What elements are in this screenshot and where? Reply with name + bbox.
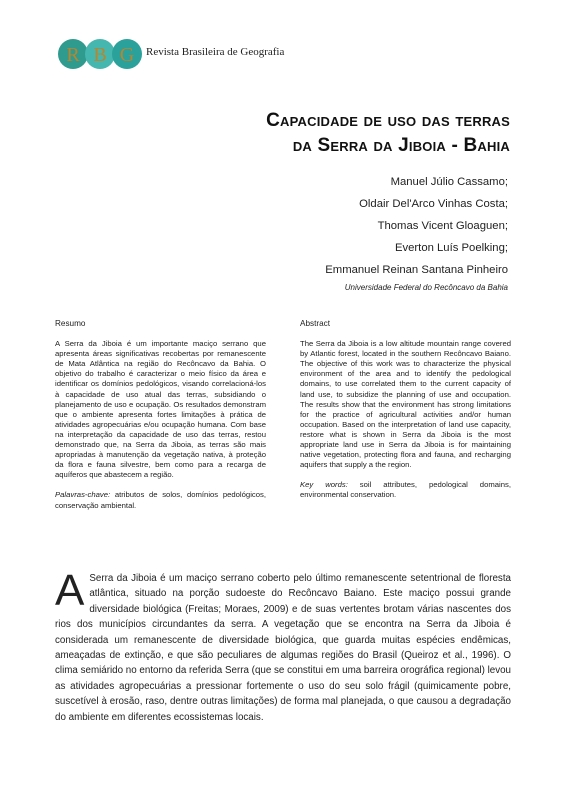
introduction-text: Serra da Jiboia é um maciço serrano coberto pelo último remanescente setentrional de floresta atlântica, situado na porção sudoeste do Recôncavo Baiano. Este maciço possui grande diversidade biológica (Freitas; Moraes, 2009) e de suas vertentes brotam várias nascentes dos rios dos municípios circundantes da serra. A vegetação que se encontra na Serra da Jiboia é considerada um remanescente de diversidade biológica, que guarda muitas espécies endêmicas, ameaçadas de extinção, e que são peculiares de algumas regiões do Brasil (Queiroz et al., 1996). O clima semiárido no entorno da referida Serra (que se constitui em uma barreira orográfica regional) levou as atividades agropecuárias a pressionar fortemente o uso do seu solo frágil (quimicamente pobre, suscetível à erosão, raso, dentre outras limitações) de forma mal planejada, o que causou a degradação do ambiente em diferentes ecossistemas locais. [55,573,511,723]
introduction-body [55,566,511,725]
resumo-keywords-label: Palavras-chave: [55,490,111,500]
resumo-keywords [55,490,266,510]
author-3: Thomas Vicent Gloaguen; [377,220,508,232]
abstract-keywords [300,480,511,500]
journal-logo [58,36,142,72]
affiliation: Universidade Federal do Recôncavo da Bahia [344,283,508,292]
introduction-paragraph [55,566,511,725]
author-list [325,171,508,281]
abstract-heading: Abstract [300,319,331,328]
title-line-1: Capacidade de uso das terras [266,110,510,131]
rbg-logo-mark [58,36,142,72]
author-1: Manuel Júlio Cassamo; [390,176,508,188]
author-2: Oldair Del'Arco Vinhas Costa; [359,198,508,210]
paper-title [90,108,510,158]
abstract-keywords-label: Key words: [300,480,348,490]
abstract-keywords-text: soil attributes, pedological domains, environmental conservation. [300,480,512,500]
title-line-2: da Serra da Jiboia - Bahia [292,135,510,156]
drop-cap: A [55,566,85,615]
author-5: Emmanuel Reinan Santana Pinheiro [325,264,508,276]
logo-letter-b: B [93,44,107,66]
resumo-section [55,319,266,511]
logo-letter-r: R [66,44,80,66]
abstract-text: The Serra da Jiboia is a low altitude mountain range covered by Atlantic forest, located in the southern Recôncavo Baiano. The objective of this work was to characterize the physical environment of the area and to identify the pedological domains, to use correlated them to the current capacity of land use, to subsidize the planning of use and occupation. The results show that the environment has strong limitations for the practice of agricultural activities and/or human occupation. Based on the interpretation of land use capacity, restore what is shown in Serra da Jiboia is the most appropriate land use in Serra da Jiboia is for maintaining native vegetation, protecting flora and fauna, and recharging aquifers that supply a the region. [300,339,511,470]
author-4: Everton Luís Poelking; [394,242,508,254]
resumo-keywords-text: atributos de solos, domínios pedológicos, conservação ambiental. [55,490,266,510]
resumo-heading: Resumo [55,319,86,328]
logo-letter-g: G [119,44,135,66]
resumo-text: A Serra da Jiboia é um importante maciço serrano que apresenta áreas significativas recobertas por remanescente de Mata Atlântica na região do Recôncavo da Bahia. O objetivo do trabalho é caracterizar o meio físico da área e identificar os domínios pedológicos, visando correlacioná-los à capacidade de uso atual das terras, subsidiando o planejamento de uso e ocupação. Os resultados demonstram que o ambiente apresenta fortes limitações à prática de atividades agropecuárias e/ou ocupação humana. Com base na interpretação da capacidade de uso das terras, restou demonstrado que, na Serra da Jiboia, as terras são mais apropriadas à manutenção da vegetação nativa, à proteção da flora e fauna silvestre, bem como para a recarga de aquíferos que abastecem a região. [55,339,266,480]
journal-name: Revista Brasileira de Geografia [146,46,285,58]
abstract-section [300,319,511,501]
